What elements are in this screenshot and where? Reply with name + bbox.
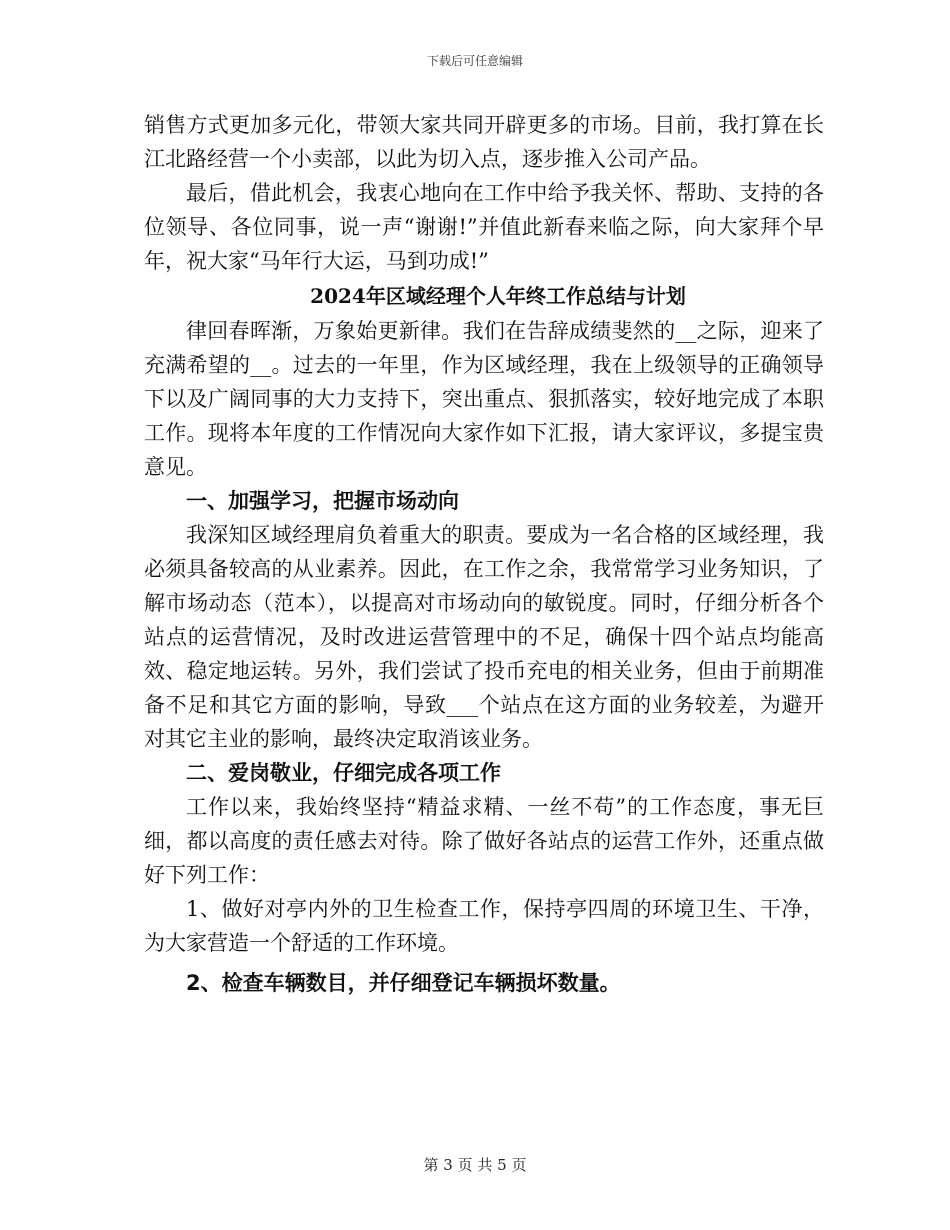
document-body: [144, 108, 824, 1000]
list-item-1: 1、做好对亭内外的卫生检查工作，保持亭四周的环境卫生、干净，为大家营造一个舒适的工作环境。: [144, 897, 824, 955]
section-heading-1: 一、加强学习，把握市场动向: [186, 488, 459, 513]
paragraph-intro: 律回春晖渐，万象始更新律。我们在告辞成绩斐然的__之际，迎来了充满希望的__。过去的一年里，作为区域经理，我在上级领导的正确领导下以及广阔同事的大力支持下，突出重点、狠抓落实，较好地完成了本职工作。现将本年度的工作情况向大家作如下汇报，请大家评议，多提宝贵意见。: [144, 319, 824, 479]
page-header: 下载后可任意编辑: [426, 54, 523, 68]
paragraph-study: 我深知区域经理肩负着重大的职责。要成为一名合格的区域经理，我必须具备较高的从业素养。因此，在工作之余，我常常学习业务知识，了解市场动态（范本），以提高对市场动向的敏锐度。同时，仔细分析各个站点的运营情况，及时改进运营管理中的不足，确保十四个站点均能高效、稳定地运转。另外，我们尝试了投币充电的相关业务，但由于前期准备不足和其它方面的影响，导致___个站点在这方面的业务较差，为避开对其它主业的影响，最终决定取消该业务。: [144, 523, 824, 751]
section-heading-2: 二、爱岗敬业，仔细完成各项工作: [186, 760, 501, 785]
list-item-2: 2、检查车辆数目，并仔细登记车辆损坏数量。: [186, 971, 621, 995]
paragraph-sales: 销售方式更加多元化，带领大家共同开辟更多的市场。目前，我打算在长江北路经营一个小卖部，以此为切入点，逐步推入公司产品。: [144, 113, 824, 171]
paragraph-thanks: 最后，借此机会，我衷心地向在工作中给予我关怀、帮助、支持的各位领导、各位同事，说一声“谢谢!”并值此新春来临之际，向大家拜个早年，祝大家“马年行大运，马到功成!”: [144, 181, 824, 273]
document-title: 2024年区域经理个人年终工作总结与计划: [310, 284, 686, 308]
paragraph-work: 工作以来，我始终坚持“精益求精、一丝不苟”的工作态度，事无巨细，都以高度的责任感去对待。除了做好各站点的运营工作外，还重点做好下列工作：: [144, 795, 824, 887]
page-footer: 第 3 页 共 5 页: [423, 1156, 527, 1174]
